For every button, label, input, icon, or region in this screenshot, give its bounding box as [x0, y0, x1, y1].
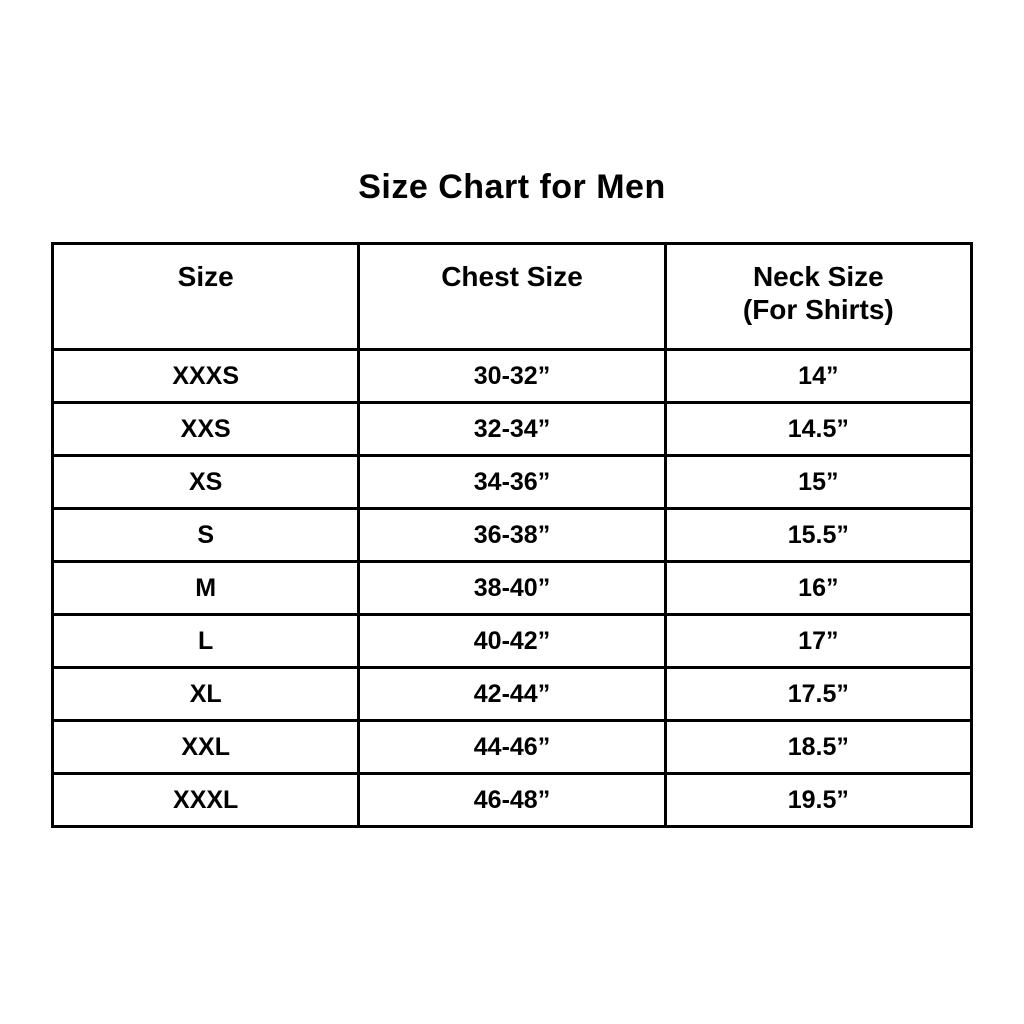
table-cell-size: XXXS	[53, 350, 359, 403]
table-cell-chest: 30-32”	[359, 350, 665, 403]
table-body	[53, 350, 972, 827]
column-header-chest-size	[359, 244, 665, 350]
table-row	[53, 562, 972, 615]
table-cell-size: L	[53, 615, 359, 668]
table-cell-size: XXL	[53, 721, 359, 774]
table-row	[53, 403, 972, 456]
table-cell-neck: 15.5”	[665, 509, 971, 562]
table-row	[53, 350, 972, 403]
table-cell-neck: 14.5”	[665, 403, 971, 456]
table-cell-size: M	[53, 562, 359, 615]
table-row	[53, 721, 972, 774]
table-cell-chest: 34-36”	[359, 456, 665, 509]
table-row	[53, 456, 972, 509]
table-cell-chest: 36-38”	[359, 509, 665, 562]
column-header-size-label: Size	[177, 261, 234, 292]
table-cell-size: XXS	[53, 403, 359, 456]
table-cell-chest: 40-42”	[359, 615, 665, 668]
size-chart-table	[51, 242, 973, 828]
table-cell-neck: 17.5”	[665, 668, 971, 721]
table-row	[53, 615, 972, 668]
table-cell-chest: 44-46”	[359, 721, 665, 774]
column-header-neck-size-sublabel: (For Shirts)	[742, 294, 894, 325]
table-cell-neck: 17”	[665, 615, 971, 668]
column-header-neck-size	[665, 244, 971, 350]
column-header-neck-size-label: Neck Size	[752, 261, 884, 292]
column-header-size	[53, 244, 359, 350]
table-cell-chest: 46-48”	[359, 774, 665, 827]
table-row	[53, 774, 972, 827]
table-cell-size: XXXL	[53, 774, 359, 827]
table-cell-neck: 18.5”	[665, 721, 971, 774]
table-cell-neck: 14”	[665, 350, 971, 403]
table-cell-chest: 42-44”	[359, 668, 665, 721]
table-cell-chest: 32-34”	[359, 403, 665, 456]
table-cell-chest: 38-40”	[359, 562, 665, 615]
table-cell-size: S	[53, 509, 359, 562]
column-header-chest-size-label: Chest Size	[441, 261, 583, 292]
table-cell-neck: 15”	[665, 456, 971, 509]
table-row	[53, 668, 972, 721]
table-header	[53, 244, 972, 350]
table-cell-neck: 16”	[665, 562, 971, 615]
table-cell-size: XL	[53, 668, 359, 721]
table-header-row	[53, 244, 972, 350]
table-cell-neck: 19.5”	[665, 774, 971, 827]
table-cell-size: XS	[53, 456, 359, 509]
page-title: Size Chart for Men	[358, 168, 666, 206]
table-row	[53, 509, 972, 562]
